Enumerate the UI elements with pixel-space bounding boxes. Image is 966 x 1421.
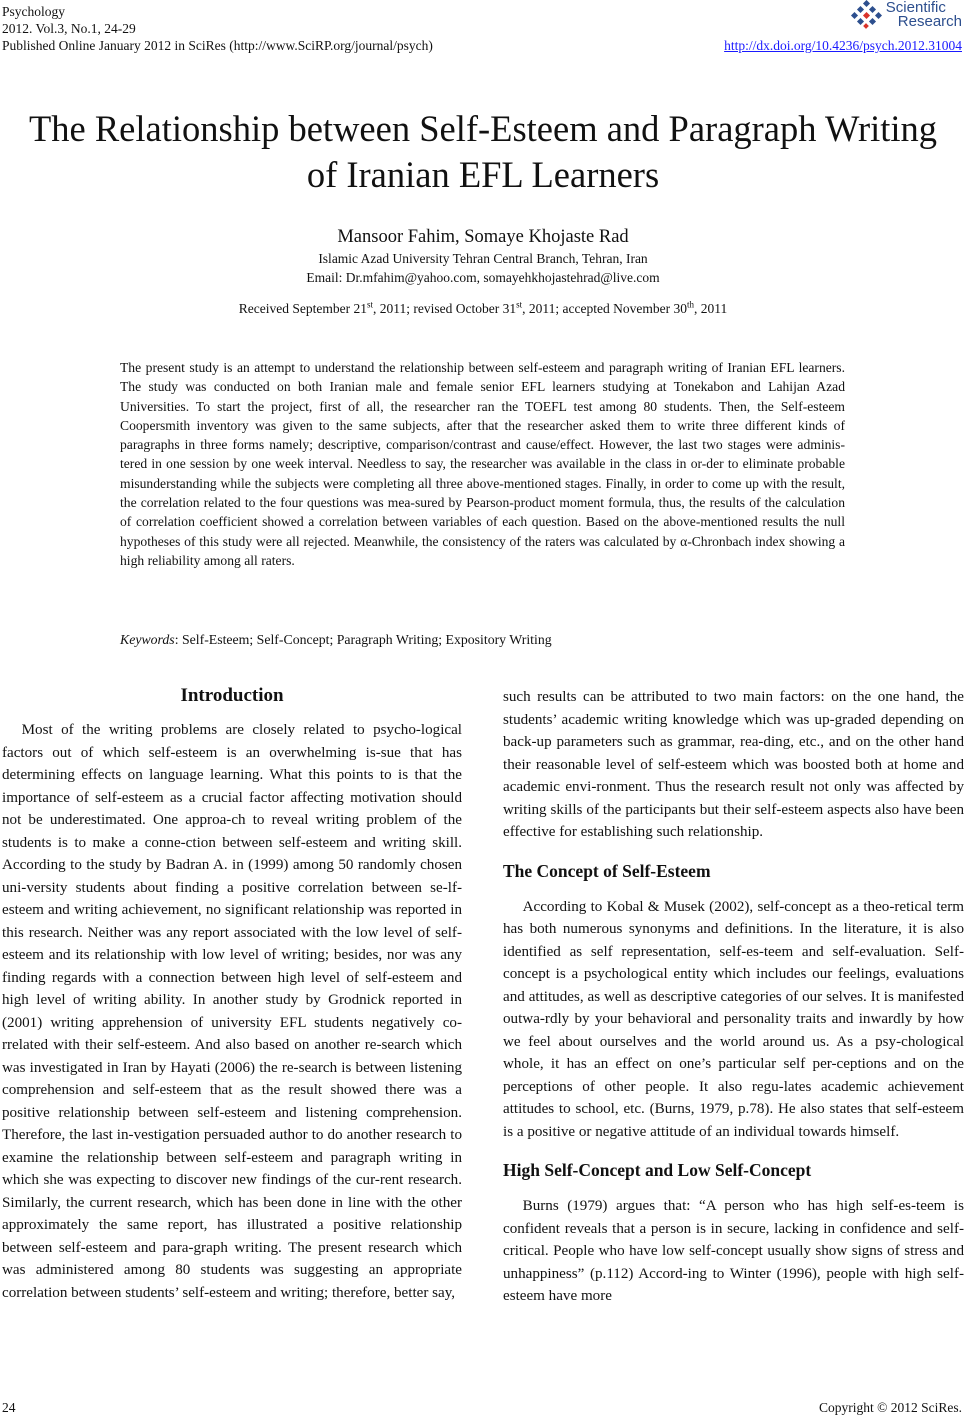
volume-info: 2012. Vol.3, No.1, 24-29 xyxy=(2,21,136,36)
paragraph: According to Kobal & Musek (2002), self-concept as a theo-retical term has both numerous synonyms and definitions. In the literature, it is also identified as self representation, self-es-teem and self-evaluation. Self-concept is a psychological entity which includes our feelings, evaluations and attitudes, as well as descriptive categories of our selves. It is manifested outwa-rdly by your behavioral and personality traits and inwardly by how we feel about ourselves and the world around us. As a psy-chological whole, it has an effect on one’s particular self per-ceptions and on the perceptions of other people. It also regu-lates academic achievement attitudes to school, etc. (Burns, 1979, p.78). He also states that self-esteem is a positive or negative attitude of an individual towards himself. xyxy=(503,898,964,1140)
keywords-label: Keywords xyxy=(120,632,175,647)
publication-info: Published Online January 2012 in SciRes (http://www.SciRP.org/journal/psych) xyxy=(2,38,433,53)
section-heading-introduction: Introduction xyxy=(180,685,284,706)
keywords xyxy=(120,632,552,648)
running-header xyxy=(2,3,433,54)
doi-link-wrapper xyxy=(724,37,962,54)
paragraph: such results can be attributed to two main factors: on the one hand, the students’ academic writing knowledge which was up-graded depending on back-up parameters such as grammar, rea-ding, etc., and on the other hand their reasonable level of self-esteem which was boosted both at home and academic envi-ronment. Thus the research result not only was affected by writing skills of the participants but their self-esteem aspects also have been effective for establishing such relationship. xyxy=(503,689,964,840)
article-title: The Relationship between Self-Esteem and Paragraph Writing of Iranian EFL Learners xyxy=(28,108,938,195)
journal-name: Psychology xyxy=(2,4,66,19)
affiliation-block xyxy=(0,249,966,287)
received-dates: Received September 21st, 2011; revised October 31st, 2011; accepted November 30th, 2011 xyxy=(238,299,728,316)
paragraph: Burns (1979) argues that: “A person who has high self-es-teem is confident reveals that a person is in secure, lacking in confidence and self-critical. People who have low self-concept usually show signs of stress and unhappiness” (p.112) Accord-ing to Winter (1996), people with high self-esteem have more xyxy=(503,1198,964,1304)
doi-link[interactable]: http://dx.doi.org/10.4236/psych.2012.31004 xyxy=(724,38,962,53)
page-number: 24 xyxy=(2,1400,16,1415)
copyright: Copyright © 2012 SciRes. xyxy=(818,1400,962,1415)
logo-mark-icon xyxy=(850,0,882,30)
section-heading-concept: The Concept of Self-Esteem xyxy=(503,860,711,881)
right-column xyxy=(503,686,964,1308)
logo-text: Scientific Research xyxy=(885,0,962,30)
scientific-research-logo xyxy=(850,0,962,30)
email: Email: Dr.mfahim@yahoo.com, somayehkhojastehrad@live.com xyxy=(306,270,660,285)
section-heading-high-low: High Self-Concept and Low Self-Concept xyxy=(503,1160,812,1180)
abstract: The present study is an attempt to understand the relationship between self-esteem and paragraph writing of Iranian EFL learners. The study was conducted on both Iranian male and female senior EFL learners studying at Tonekabon and Lahijan Azad Universities. To start the project, first of all, the researcher ran the TOEFL test among 80 students. Then, the Self-esteem Coopersmith inventory was given to the same subjects, after that the researcher asked them to write three different kinds of paragraphs in three forms namely; descriptive, comparison/contrast and cause/effect. However, the last two stages were adminis-tered in one session by one week interval. Needless to say, the researcher was available in the class in or-der to eliminate probable misunderstanding while the subjects were completing all three above-mentioned stages. Finally, in order to come up with the result, the correlation related to the four questions was mea-sured by Pearson-product moment formula, thus, the results of the calculation of correlation coefficient showed a correlation between variables of each question. Based on the above-mentioned results the null hypotheses of this study were all rejected. Meanwhile, the consistency of the raters was calculated by α-Chronbach index showing a high reliability among all raters. xyxy=(120,360,845,568)
affiliation: Islamic Azad University Tehran Central Branch, Tehran, Iran xyxy=(318,251,648,266)
keywords-text: : Self-Esteem; Self-Concept; Paragraph Writing; Expository Writing xyxy=(174,632,552,647)
left-column xyxy=(2,683,462,1304)
paragraph: Most of the writing problems are closely related to psycho-logical factors out of which self-esteem is an overwhelming is-sue that has determining effects on language learning. What this points to is that the importance of self-esteem as a crucial factor affecting motivation should not be underestimated. One approa-ch to reveal writing problem of the students is to make a conne-ction between self-esteem and writing skill. According to the study by Badran A. in (1999) among 50 randomly chosen uni-versity students about finding a positive correlation between se-lf-esteem and writing achievement, no significant relationship was reported in this research. Neither was any report associated with the low level of self-esteem and its relationship with low level of writing; besides, nor was any finding regards with a connection between high level of self-esteem and high level of writing ability. In another study by Grodnick reported in (2001) writing apprehension of university EFL students negatively co-rrelated with their self-esteem. And also based on another re-search which was investigated in Iran by Hayati (2006) the re-search is between listening comprehension and self-esteem that as the result showed there was a positive relationship between self-esteem and listening comprehension. Therefore, the last in-vestigation persuaded author to do another research to examine the relationship between self-esteem and paragraph writing in which she was expecting to discover new findings of the cur-rent research. Similarly, the current research, which has been done in line with the other approximately the same report, has illustrated a positive relationship between self-esteem and para-graph writing. The present research which was administered among 80 students was suggesting an appropriate correlation between students’ self-esteem and writing; therefore, better say, xyxy=(2,722,462,1301)
authors: Mansoor Fahim, Somaye Khojaste Rad xyxy=(337,227,629,247)
